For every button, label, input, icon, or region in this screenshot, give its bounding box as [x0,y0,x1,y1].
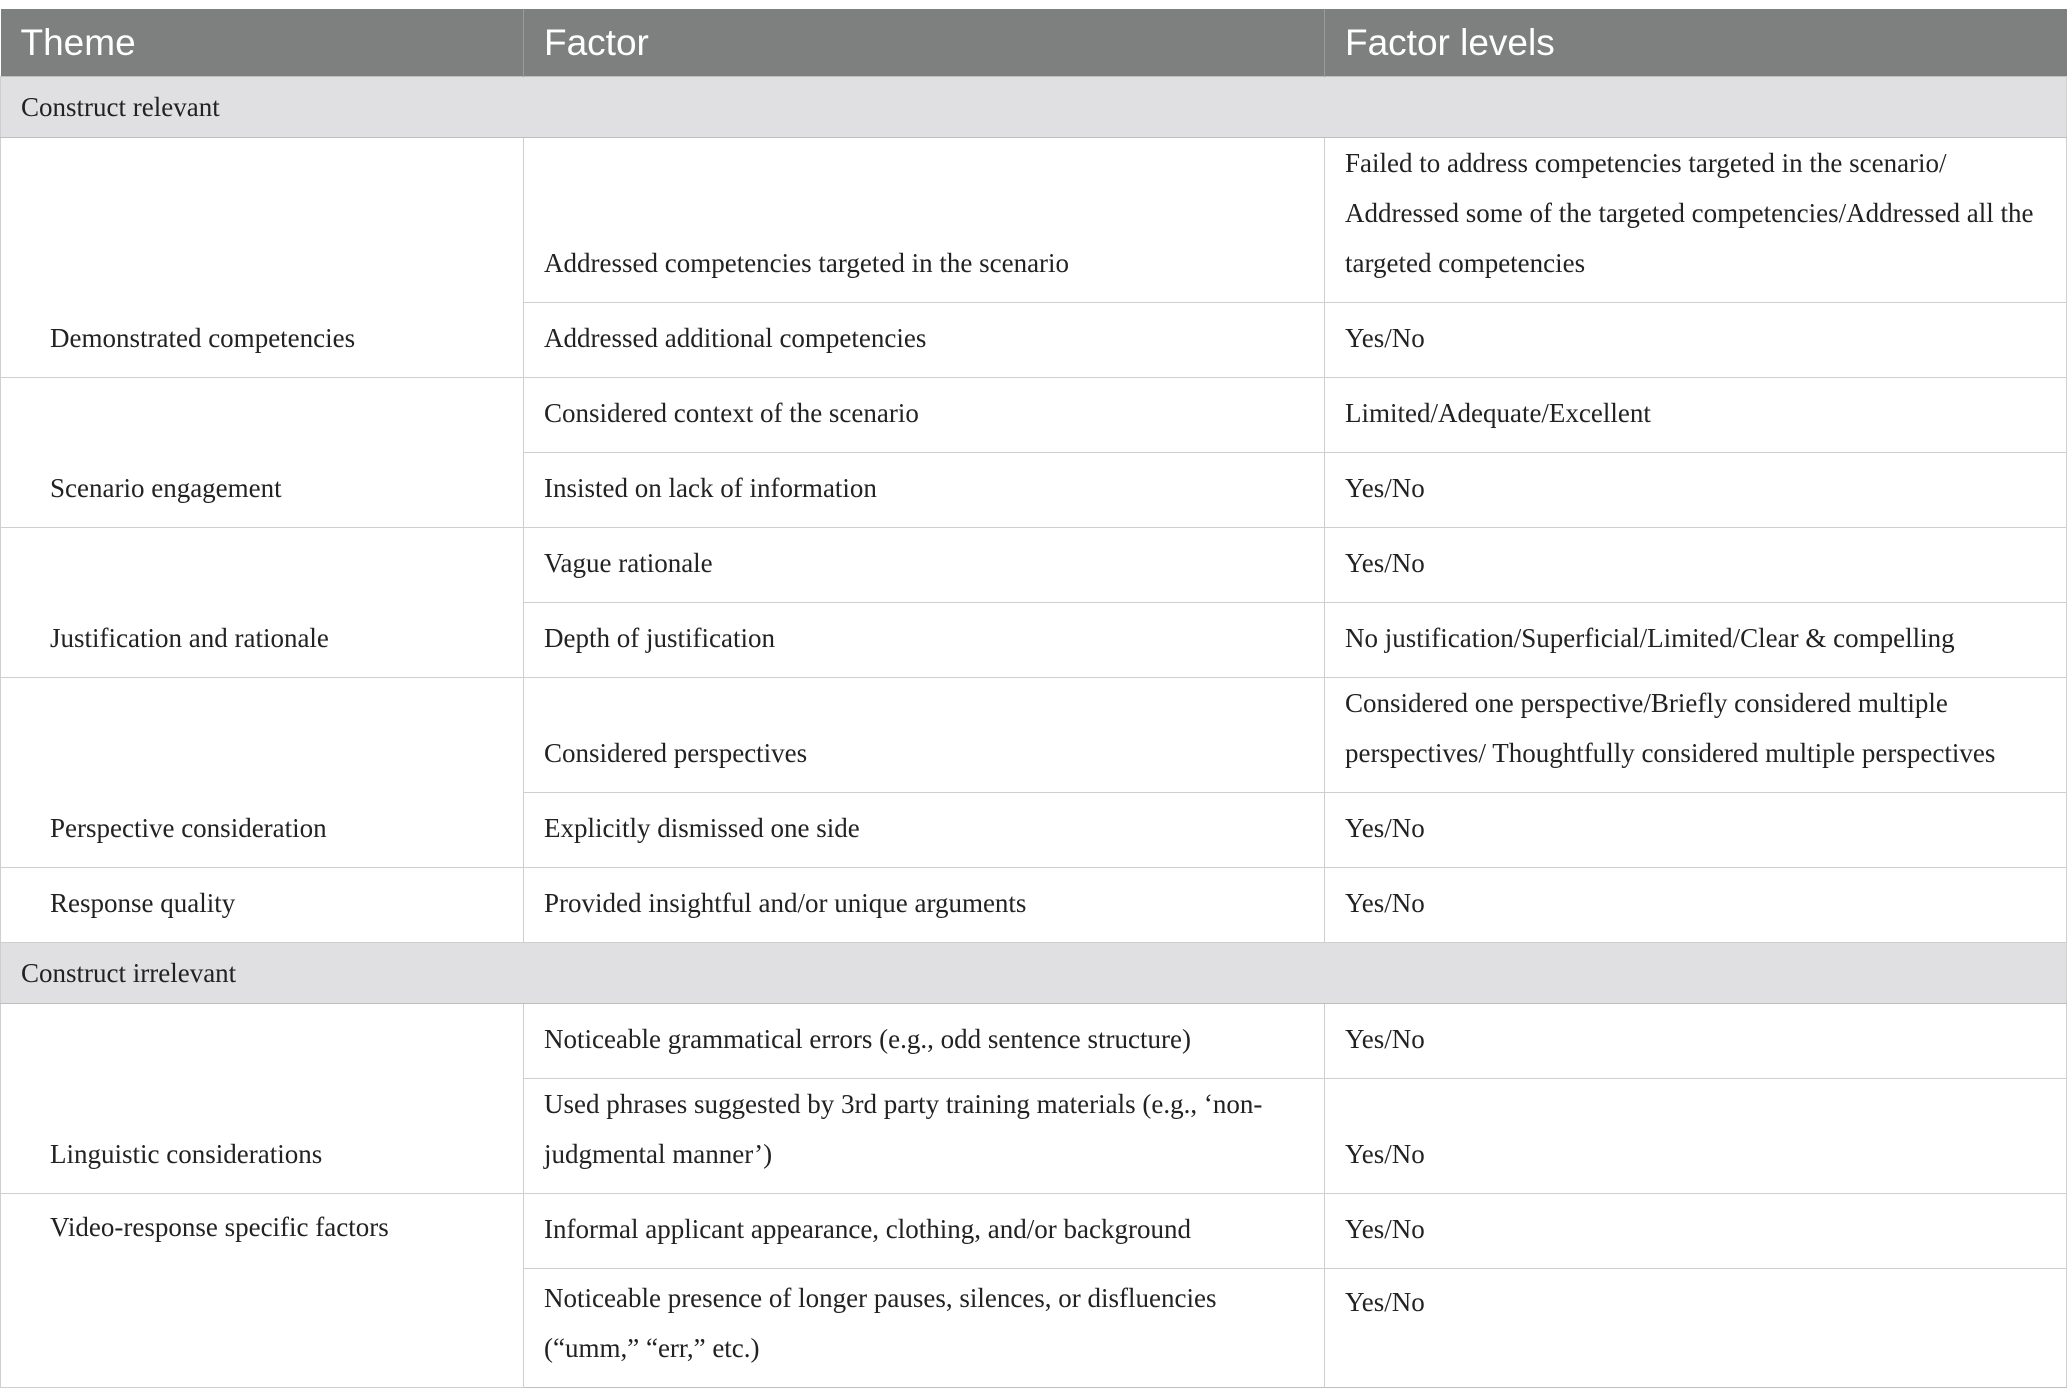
table-row [1,678,2067,793]
factor-levels-cell: Yes/No [1325,1194,2067,1269]
theme-cell: Scenario engagement [1,378,524,528]
header-factor: Factor [524,9,1325,77]
factor-cell: Depth of justification [524,603,1325,678]
section-label: Construct irrelevant [1,943,2067,1004]
header-row [1,9,2067,77]
factor-levels-cell: Yes/No [1325,1079,2067,1194]
table-row [1,868,2067,943]
theme-cell: Demonstrated competencies [1,138,524,378]
table-row [1,528,2067,603]
header-factor-levels: Factor levels [1325,9,2067,77]
table-row [1,1004,2067,1079]
factor-levels-cell: Yes/No [1325,1004,2067,1079]
factor-levels-cell: No justification/Superficial/Limited/Clear & compelling [1325,603,2067,678]
factor-cell: Used phrases suggested by 3rd party training materials (e.g., ‘non-judgmental manner’) [524,1079,1325,1194]
factor-cell: Provided insightful and/or unique arguments [524,868,1325,943]
factor-levels-cell: Limited/Adequate/Excellent [1325,378,2067,453]
theme-cell: Linguistic considerations [1,1004,524,1194]
factor-levels-cell: Yes/No [1325,868,2067,943]
section-row-construct-irrelevant [1,943,2067,1004]
factor-levels-cell: Yes/No [1325,1269,2067,1388]
theme-cell: Response quality [1,868,524,943]
factor-cell: Insisted on lack of information [524,453,1325,528]
factor-levels-cell: Considered one perspective/Briefly considered multiple perspectives/ Thoughtfully considered multiple perspectives [1325,678,2067,793]
table-row [1,1194,2067,1269]
factor-cell: Considered context of the scenario [524,378,1325,453]
factor-cell: Vague rationale [524,528,1325,603]
factor-levels-cell: Yes/No [1325,453,2067,528]
factor-levels-cell: Yes/No [1325,528,2067,603]
factor-levels-cell: Failed to address competencies targeted in the scenario/ Addressed some of the targeted competencies/Addressed all the targeted competencies [1325,138,2067,303]
factor-table [0,9,2067,1388]
section-row-construct-relevant [1,77,2067,138]
factor-cell: Noticeable grammatical errors (e.g., odd sentence structure) [524,1004,1325,1079]
table-body [1,77,2067,1388]
theme-cell: Video-response specific factors [1,1194,524,1388]
factor-cell: Considered perspectives [524,678,1325,793]
factor-cell: Addressed competencies targeted in the scenario [524,138,1325,303]
factor-table-container [0,9,2066,1388]
section-label: Construct relevant [1,77,2067,138]
header-theme: Theme [1,9,524,77]
theme-cell: Perspective consideration [1,678,524,868]
table-row [1,138,2067,303]
table-row [1,378,2067,453]
factor-cell: Informal applicant appearance, clothing, and/or background [524,1194,1325,1269]
factor-levels-cell: Yes/No [1325,303,2067,378]
theme-cell: Justification and rationale [1,528,524,678]
factor-levels-cell: Yes/No [1325,793,2067,868]
factor-cell: Addressed additional competencies [524,303,1325,378]
table-header [1,9,2067,77]
factor-cell: Explicitly dismissed one side [524,793,1325,868]
factor-cell: Noticeable presence of longer pauses, silences, or disfluencies (“umm,” “err,” etc.) [524,1269,1325,1388]
